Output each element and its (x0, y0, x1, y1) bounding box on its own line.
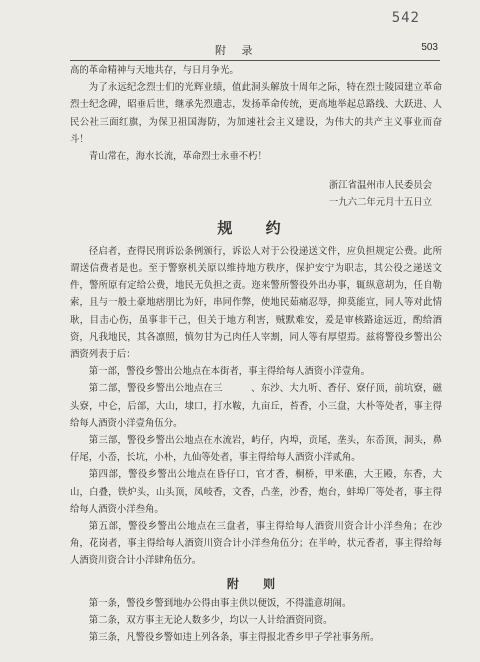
signature-date: 一九六二年元月十五日立 (328, 197, 432, 209)
intro-paragraph: 青山常在，海水长流，革命烈士永垂不朽！ (88, 151, 267, 163)
appendix-paragraph: 第三条，凡警役乡警如违上列各条，事主得报北香乡甲子学社事务所。 (88, 632, 380, 644)
page-number: 503 (421, 42, 438, 53)
appendix-paragraph: 第一条，警役乡警到地办公得由事主供以便饭，不得滥意胡闹。 (88, 597, 352, 609)
rules-title: 规 约 (217, 218, 295, 237)
rules-paragraph: 第三部，警役乡警出公地点在水流岩，屿仔，内埠，贡尾，垄头，东岙顶，洞头，鼻仔尾，小岙，长坑，小朴，九仙等处者，事主得给每人酒资小洋贰角。 (70, 435, 442, 464)
signature-org: 浙江省温州市人民委员会 (328, 180, 432, 192)
rules-paragraph: 第一部，警役乡警出公地点在本街者，事主得给每人酒资小洋壹角。 (88, 366, 371, 378)
rules-paragraph: 第五部，警役乡警出公地点在三盘者，事主得给每人酒资川资合计小洋叁角；在沙角，花岗者，事主得给每人酒资川资合计小洋叁角伍分；在半岭，状元香者，事主得给每人酒资川资合计小洋肆角伍分。 (70, 521, 442, 567)
header-title: 附 录 (215, 44, 259, 57)
intro-paragraph: 为了永远纪念烈士们的光辉业绩，值此洞头解放十周年之际，特在烈士陵园建立革命烈士纪念碑，昭垂后世，继承先烈遗志，发扬革命传统，更高地举起总路线、大跃进、人民公社三面红旗，为保卫祖国海防，为加速社会主义建设，为伟大的共产主义事业而奋斗！ (70, 82, 442, 145)
page-header (70, 40, 440, 61)
page-body (70, 62, 442, 647)
rules-paragraph: 第四部，警役乡警出公地点在昏仔口，官才香，桐桥，甲米礁，大王殿，东香，大山，白叠，铁炉头，山头顶，凤岐香，文香，凸垄，沙香，炮台，蚌埠厂等处者，事主得给每人酒资小洋叁角。 (70, 469, 442, 515)
intro-paragraph: 高的革命精神与天地共存，与日月争光。 (70, 65, 239, 76)
handwritten-page-number: 542 (391, 10, 420, 26)
appendix-title: 附 则 (226, 576, 286, 591)
rules-paragraph: 第二部，警役乡警出公地点在三 、东沙、大九听、香仔、寮仔顶，前坑寮，磁头寮，中仑，后部，大山，埭口，打水鞍，九亩丘，苔香，小三盘，大朴等处者，事主得给每人酒资小洋壹角伍分。 (70, 383, 442, 429)
appendix-paragraph: 第二条，双方事主无论人数多少，均以一人计给酒资同资。 (88, 615, 333, 627)
rules-paragraph: 径启者，查得民刑诉讼条例颁行，诉讼人对于公役递送文件，应负担规定公费。此所谓送信费者是也。至于警察机关原以维持地方秩序，保护安宁为职志，其公役之递送文件，警所原有定给公费，地民无负担之责。迩来警所警役外出办事，辄纵意胡为，任自勒索，且与一般土豪地痞朋比为奸，串同作弊，使地民茹痛忍辱，抑莫能宣，同人等对此情耿，目击心伤，虽事非干己，但关于地方利害，贼默难安，爰是审核路途远近，酌给酒资，凡我地民，其各凛照，慎勿甘为己肉任人宰割，同人等有厚望焉。兹将警役乡警出公酒资列表于后： (70, 245, 442, 361)
